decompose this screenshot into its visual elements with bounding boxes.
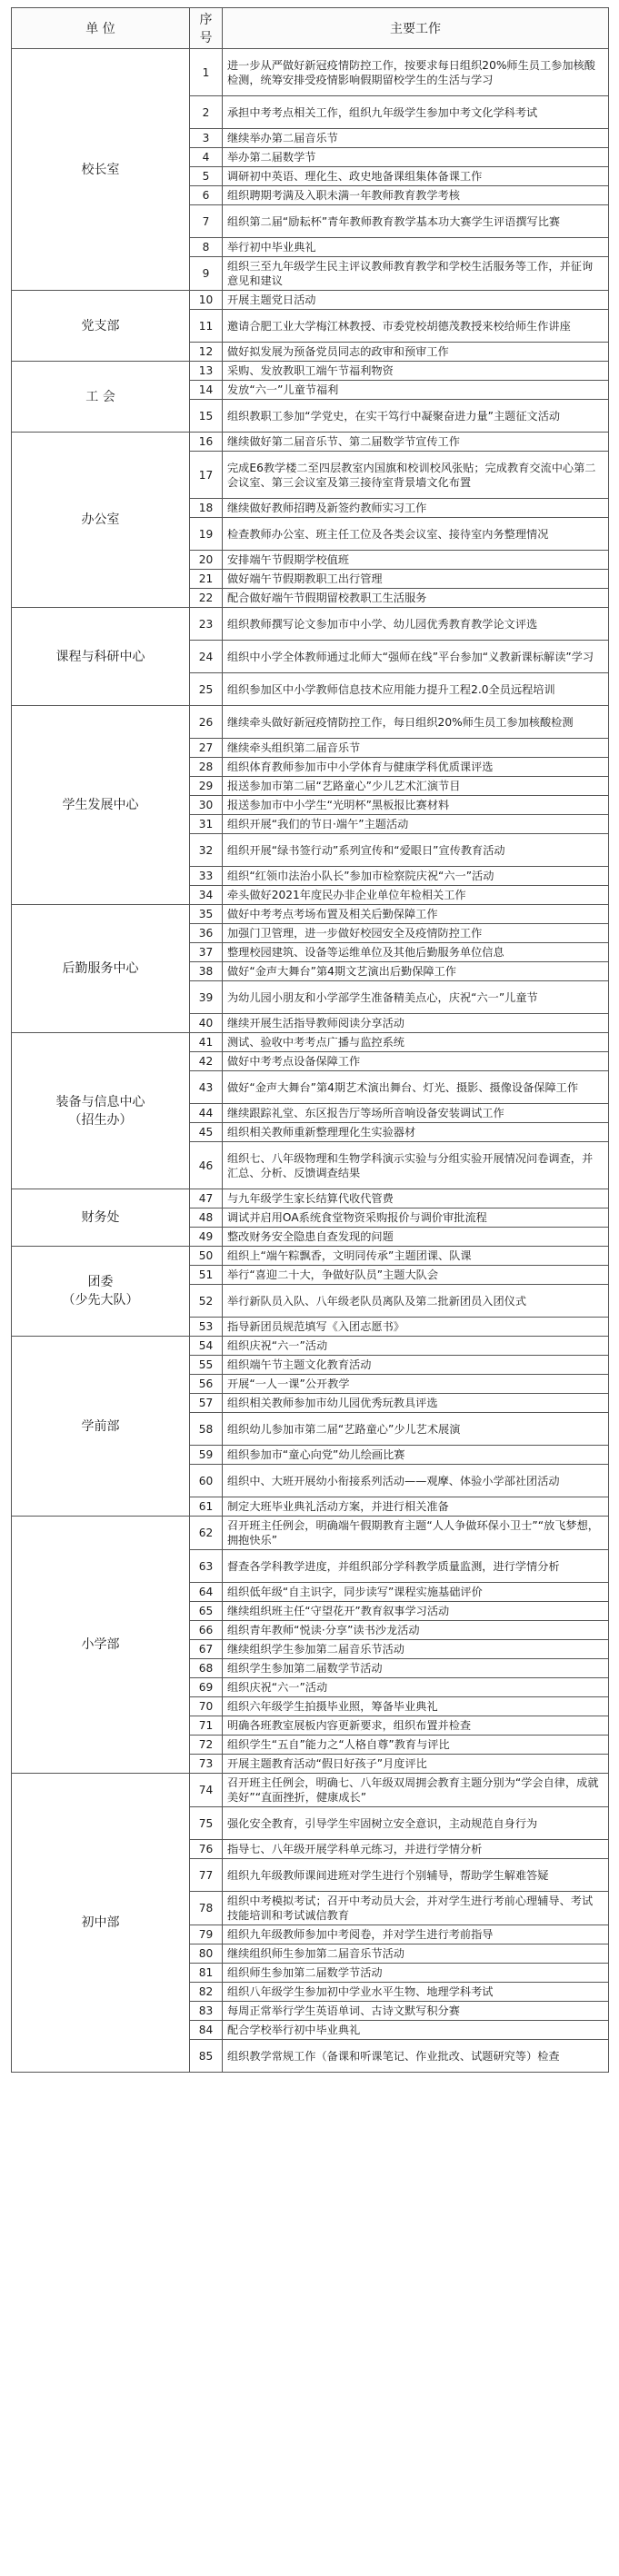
work-item: 配合做好端午节假期留校教职工生活服务	[223, 589, 609, 608]
work-item: 检查教师办公室、班主任工位及各类会议室、接待室内务整理情况	[223, 518, 609, 551]
work-item: 报送参加市中小学生“光明杯”黑板报比赛材料	[223, 796, 609, 815]
item-number: 37	[190, 943, 223, 962]
item-number: 36	[190, 924, 223, 943]
item-number: 24	[190, 641, 223, 673]
work-item: 强化安全教育，引导学生牢固树立安全意识，主动规范自身行为	[223, 1807, 609, 1840]
item-number: 6	[190, 186, 223, 205]
work-item: 报送参加市第二届“艺路童心”少儿艺术汇演节目	[223, 777, 609, 796]
work-item: 继续组织班主任“守望花开”教育叙事学习活动	[223, 1602, 609, 1621]
item-number: 52	[190, 1285, 223, 1318]
work-item: 做好中考考点考场布置及相关后勤保障工作	[223, 905, 609, 924]
item-number: 50	[190, 1247, 223, 1266]
item-number: 62	[190, 1517, 223, 1550]
work-item: 开展“一人一课”公开教学	[223, 1375, 609, 1394]
item-number: 39	[190, 981, 223, 1014]
department-cell	[12, 1774, 190, 2073]
department-name: 装备与信息中心	[55, 1094, 145, 1109]
item-number: 69	[190, 1678, 223, 1697]
item-number: 68	[190, 1659, 223, 1678]
work-item: 组织聘期考满及入职未满一年教师教育教学考核	[223, 186, 609, 205]
item-number: 15	[190, 400, 223, 433]
table-row	[12, 1337, 609, 1356]
table-row	[12, 49, 609, 96]
work-item: 继续做好第二届音乐节、第二届数学节宣传工作	[223, 433, 609, 452]
department-cell	[12, 608, 190, 706]
department-cell	[12, 1033, 190, 1189]
table-row	[12, 1774, 609, 1807]
header-dept: 单 位	[12, 8, 190, 49]
item-number: 71	[190, 1716, 223, 1736]
item-number: 5	[190, 167, 223, 186]
work-item: 继续跟踪礼堂、东区报告厅等场所音响设备安装调试工作	[223, 1104, 609, 1123]
work-item: 指导新团员规范填写《入团志愿书》	[223, 1318, 609, 1337]
work-item: 组织低年级“自主识字，同步读写”课程实施基础评价	[223, 1583, 609, 1602]
work-item: 组织参加区中小学教师信息技术应用能力提升工程2.0全员远程培训	[223, 673, 609, 706]
work-item: 测试、验收中考考点广播与监控系统	[223, 1033, 609, 1052]
work-item: 组织“红领巾法治小队长”参加市检察院庆祝“六一”活动	[223, 867, 609, 886]
item-number: 13	[190, 362, 223, 381]
work-item: 做好端午节假期教职工出行管理	[223, 570, 609, 589]
department-cell	[12, 362, 190, 433]
department-cell	[12, 1189, 190, 1247]
work-item: 整改财务安全隐患自查发现的问题	[223, 1228, 609, 1247]
item-number: 54	[190, 1337, 223, 1356]
work-item: 举行初中毕业典礼	[223, 238, 609, 257]
work-item: 组织教职工参加“学党史，在实干笃行中凝聚奋进力量”主题征文活动	[223, 400, 609, 433]
work-item: 组织庆祝“六一”活动	[223, 1678, 609, 1697]
work-item: 进一步从严做好新冠疫情防控工作，按要求每日组织20%师生员工参加核酸检测，统筹安排受疫情影响假期留校学生的生活与学习	[223, 49, 609, 96]
work-item: 举行新队员入队、八年级老队员离队及第二批新团员入团仪式	[223, 1285, 609, 1318]
item-number: 30	[190, 796, 223, 815]
work-item: 继续组织学生参加第二届音乐节活动	[223, 1640, 609, 1659]
department-cell	[12, 905, 190, 1033]
work-item: 为幼儿园小朋友和小学部学生准备精美点心，庆祝“六一”儿童节	[223, 981, 609, 1014]
item-number: 60	[190, 1465, 223, 1497]
item-number: 58	[190, 1413, 223, 1446]
item-number: 57	[190, 1394, 223, 1413]
work-item: 组织端午节主题文化教育活动	[223, 1356, 609, 1375]
item-number: 19	[190, 518, 223, 551]
work-item: 邀请合肥工业大学梅江林教授、市委党校胡德茂教授来校给师生作讲座	[223, 310, 609, 343]
work-item: 组织学生参加第二届数学节活动	[223, 1659, 609, 1678]
item-number: 55	[190, 1356, 223, 1375]
work-item: 召开班主任例会，明确七、八年级双周拥会教育主题分别为“学会自律，成就美好”“直面挫折，健康成长”	[223, 1774, 609, 1807]
item-number: 81	[190, 1964, 223, 1983]
work-plan-sheet	[11, 7, 608, 2073]
item-number: 14	[190, 381, 223, 400]
department-cell	[12, 1517, 190, 1774]
table-row	[12, 1033, 609, 1052]
item-number: 20	[190, 551, 223, 570]
item-number: 83	[190, 2002, 223, 2021]
item-number: 61	[190, 1497, 223, 1517]
work-item: 召开班主任例会，明确端午假期教育主题“人人争做环保小卫士”“放飞梦想，拥抱快乐”	[223, 1517, 609, 1550]
work-item: 调试并启用OA系统食堂物资采购报价与调价审批流程	[223, 1208, 609, 1228]
table-row	[12, 1189, 609, 1208]
item-number: 35	[190, 905, 223, 924]
work-item: 组织八年级学生参加初中学业水平生物、地理学科考试	[223, 1983, 609, 2002]
work-item: 督查各学科教学进度，并组织部分学科教学质量监测，进行学情分析	[223, 1550, 609, 1583]
work-item: 配合学校举行初中毕业典礼	[223, 2021, 609, 2040]
header-number: 序号	[190, 8, 223, 49]
header-row	[12, 8, 609, 49]
work-item: 继续做好教师招聘及新签约教师实习工作	[223, 499, 609, 518]
work-item: 指导七、八年级开展学科单元练习，并进行学情分析	[223, 1840, 609, 1859]
item-number: 48	[190, 1208, 223, 1228]
department-name: 小学部	[81, 1637, 120, 1652]
work-item: 开展主题党日活动	[223, 291, 609, 310]
work-item: 继续组织师生参加第二届音乐节活动	[223, 1944, 609, 1964]
table-row	[12, 608, 609, 641]
item-number: 25	[190, 673, 223, 706]
work-item: 组织中小学全体教师通过北师大“强师在线”平台参加“义教新课标解读”学习	[223, 641, 609, 673]
item-number: 3	[190, 129, 223, 148]
item-number: 49	[190, 1228, 223, 1247]
item-number: 65	[190, 1602, 223, 1621]
table-row	[12, 905, 609, 924]
department-name: 工 会	[85, 389, 115, 404]
item-number: 46	[190, 1142, 223, 1189]
item-number: 16	[190, 433, 223, 452]
work-item: 采购、发放教职工端午节福利物资	[223, 362, 609, 381]
department-name: 团委	[87, 1275, 114, 1289]
work-item: 牵头做好2021年度民办非企业单位年检相关工作	[223, 886, 609, 905]
item-number: 45	[190, 1123, 223, 1142]
department-name: 后勤服务中心	[62, 961, 139, 976]
work-item: 组织上“端午粽飘香，文明同传承”主题团课、队课	[223, 1247, 609, 1266]
item-number: 67	[190, 1640, 223, 1659]
work-item: 组织教学常规工作（备课和听课笔记、作业批改、试题研究等）检查	[223, 2040, 609, 2073]
department-name: （少先大队）	[62, 1293, 139, 1308]
work-item: 组织中、大班开展幼小衔接系列活动——观摩、体验小学部社团活动	[223, 1465, 609, 1497]
item-number: 17	[190, 452, 223, 499]
work-item: 组织九年级教师课间进班对学生进行个别辅导，帮助学生解难答疑	[223, 1859, 609, 1892]
work-item: 完成E6教学楼二至四层教室内国旗和校训校风张贴；完成教育交流中心第二会议室、第三会议室及第三接待室背景墙文化布置	[223, 452, 609, 499]
department-name: 党支部	[81, 318, 120, 333]
item-number: 7	[190, 205, 223, 238]
work-item: 组织第二届“励耘杯”青年教师教育教学基本功大赛学生评语撰写比赛	[223, 205, 609, 238]
work-item: 组织幼儿参加市第二届“艺路童心”少儿艺术展演	[223, 1413, 609, 1446]
work-item: 组织开展“绿书签行动”系列宣传和“爱眼日”宣传教育活动	[223, 834, 609, 867]
work-plan-table	[11, 7, 609, 2073]
item-number: 23	[190, 608, 223, 641]
item-number: 12	[190, 343, 223, 362]
work-item: 整理校园建筑、设备等运维单位及其他后勤服务单位信息	[223, 943, 609, 962]
table-row	[12, 291, 609, 310]
work-item: 举办第二届数学节	[223, 148, 609, 167]
item-number: 8	[190, 238, 223, 257]
department-name: 学生发展中心	[62, 798, 139, 812]
table-row	[12, 433, 609, 452]
item-number: 70	[190, 1697, 223, 1716]
work-item: 组织青年教师“悦读·分享”读书沙龙活动	[223, 1621, 609, 1640]
item-number: 11	[190, 310, 223, 343]
table-row	[12, 362, 609, 381]
department-name: 财务处	[81, 1210, 120, 1225]
work-item: 开展主题教育活动“假日好孩子”月度评比	[223, 1755, 609, 1774]
item-number: 82	[190, 1983, 223, 2002]
item-number: 44	[190, 1104, 223, 1123]
work-item: 组织相关教师参加市幼儿园优秀玩教具评选	[223, 1394, 609, 1413]
item-number: 85	[190, 2040, 223, 2073]
item-number: 22	[190, 589, 223, 608]
item-number: 59	[190, 1446, 223, 1465]
item-number: 47	[190, 1189, 223, 1208]
work-item: 每周正常举行学生英语单词、古诗文默写积分赛	[223, 2002, 609, 2021]
item-number: 4	[190, 148, 223, 167]
department-name: 校长室	[81, 162, 120, 177]
work-item: 举行“喜迎二十大，争做好队员”主题大队会	[223, 1266, 609, 1285]
item-number: 21	[190, 570, 223, 589]
department-cell	[12, 1247, 190, 1337]
item-number: 31	[190, 815, 223, 834]
department-name: 办公室	[81, 512, 120, 527]
department-name: （招生办）	[68, 1112, 133, 1128]
header-work: 主要工作	[223, 8, 609, 49]
item-number: 34	[190, 886, 223, 905]
work-item: 组织六年级学生拍摄毕业照，筹备毕业典礼	[223, 1697, 609, 1716]
item-number: 51	[190, 1266, 223, 1285]
work-item: 做好“金声大舞台”第4期文艺演出后勤保障工作	[223, 962, 609, 981]
work-item: 调研初中英语、理化生、政史地备课组集体备课工作	[223, 167, 609, 186]
work-item: 组织师生参加第二届数学节活动	[223, 1964, 609, 1983]
department-cell	[12, 49, 190, 291]
item-number: 72	[190, 1736, 223, 1755]
item-number: 26	[190, 706, 223, 739]
work-item: 组织教师撰写论文参加市中小学、幼儿园优秀教育教学论文评选	[223, 608, 609, 641]
work-item: 做好中考考点设备保障工作	[223, 1052, 609, 1071]
work-item: 组织庆祝“六一”活动	[223, 1337, 609, 1356]
work-item: 组织体育教师参加市中小学体育与健康学科优质课评选	[223, 758, 609, 777]
department-name: 学前部	[81, 1418, 120, 1434]
item-number: 40	[190, 1014, 223, 1033]
item-number: 33	[190, 867, 223, 886]
work-item: 发放“六一”儿童节福利	[223, 381, 609, 400]
item-number: 41	[190, 1033, 223, 1052]
work-item: 继续举办第二届音乐节	[223, 129, 609, 148]
work-item: 承担中考考点相关工作，组织九年级学生参加中考文化学科考试	[223, 96, 609, 129]
item-number: 66	[190, 1621, 223, 1640]
work-item: 制定大班毕业典礼活动方案，并进行相关准备	[223, 1497, 609, 1517]
work-item: 与九年级学生家长结算代收代管费	[223, 1189, 609, 1208]
item-number: 77	[190, 1859, 223, 1892]
item-number: 56	[190, 1375, 223, 1394]
work-item: 组织参加市“童心向党”幼儿绘画比赛	[223, 1446, 609, 1465]
work-item: 组织相关教师重新整理理化生实验器材	[223, 1123, 609, 1142]
work-item: 组织九年级教师参加中考阅卷，并对学生进行考前指导	[223, 1925, 609, 1944]
table-row	[12, 1517, 609, 1550]
item-number: 64	[190, 1583, 223, 1602]
item-number: 53	[190, 1318, 223, 1337]
item-number: 32	[190, 834, 223, 867]
item-number: 79	[190, 1925, 223, 1944]
department-cell	[12, 1337, 190, 1517]
item-number: 38	[190, 962, 223, 981]
item-number: 84	[190, 2021, 223, 2040]
item-number: 9	[190, 257, 223, 291]
item-number: 80	[190, 1944, 223, 1964]
item-number: 74	[190, 1774, 223, 1807]
work-item: 继续牵头做好新冠疫情防控工作，每日组织20%师生员工参加核酸检测	[223, 706, 609, 739]
item-number: 29	[190, 777, 223, 796]
item-number: 73	[190, 1755, 223, 1774]
item-number: 75	[190, 1807, 223, 1840]
department-cell	[12, 706, 190, 905]
item-number: 27	[190, 739, 223, 758]
work-plan-body	[12, 49, 609, 2073]
department-cell	[12, 433, 190, 608]
work-item: 组织中考模拟考试；召开中考动员大会，并对学生进行考前心理辅导、考试技能培训和考试诚信教育	[223, 1892, 609, 1925]
item-number: 42	[190, 1052, 223, 1071]
work-item: 组织开展“我们的节日·端午”主题活动	[223, 815, 609, 834]
work-item: 安排端午节假期学校值班	[223, 551, 609, 570]
item-number: 10	[190, 291, 223, 310]
work-item: 组织学生“五自”能力之“人格自尊”教育与评比	[223, 1736, 609, 1755]
item-number: 43	[190, 1071, 223, 1104]
item-number: 78	[190, 1892, 223, 1925]
item-number: 63	[190, 1550, 223, 1583]
work-item: 加强门卫管理，进一步做好校园安全及疫情防控工作	[223, 924, 609, 943]
item-number: 2	[190, 96, 223, 129]
work-item: 明确各班教室展板内容更新要求，组织布置并检查	[223, 1716, 609, 1736]
item-number: 1	[190, 49, 223, 96]
table-row	[12, 706, 609, 739]
item-number: 18	[190, 499, 223, 518]
table-row	[12, 1247, 609, 1266]
department-name: 初中部	[81, 1915, 120, 1930]
work-item: 继续牵头组织第二届音乐节	[223, 739, 609, 758]
item-number: 76	[190, 1840, 223, 1859]
work-item: 做好拟发展为预备党员同志的政审和预审工作	[223, 343, 609, 362]
work-item: 继续开展生活指导教师阅读分享活动	[223, 1014, 609, 1033]
work-item: 组织七、八年级物理和生物学科演示实验与分组实验开展情况问卷调查，并汇总、分析、反馈调查结果	[223, 1142, 609, 1189]
work-item: 组织三至九年级学生民主评议教师教育教学和学校生活服务等工作，并征询意见和建议	[223, 257, 609, 291]
department-cell	[12, 291, 190, 362]
work-item: 做好“金声大舞台”第4期艺术演出舞台、灯光、摄影、摄像设备保障工作	[223, 1071, 609, 1104]
item-number: 28	[190, 758, 223, 777]
department-name: 课程与科研中心	[55, 649, 145, 664]
